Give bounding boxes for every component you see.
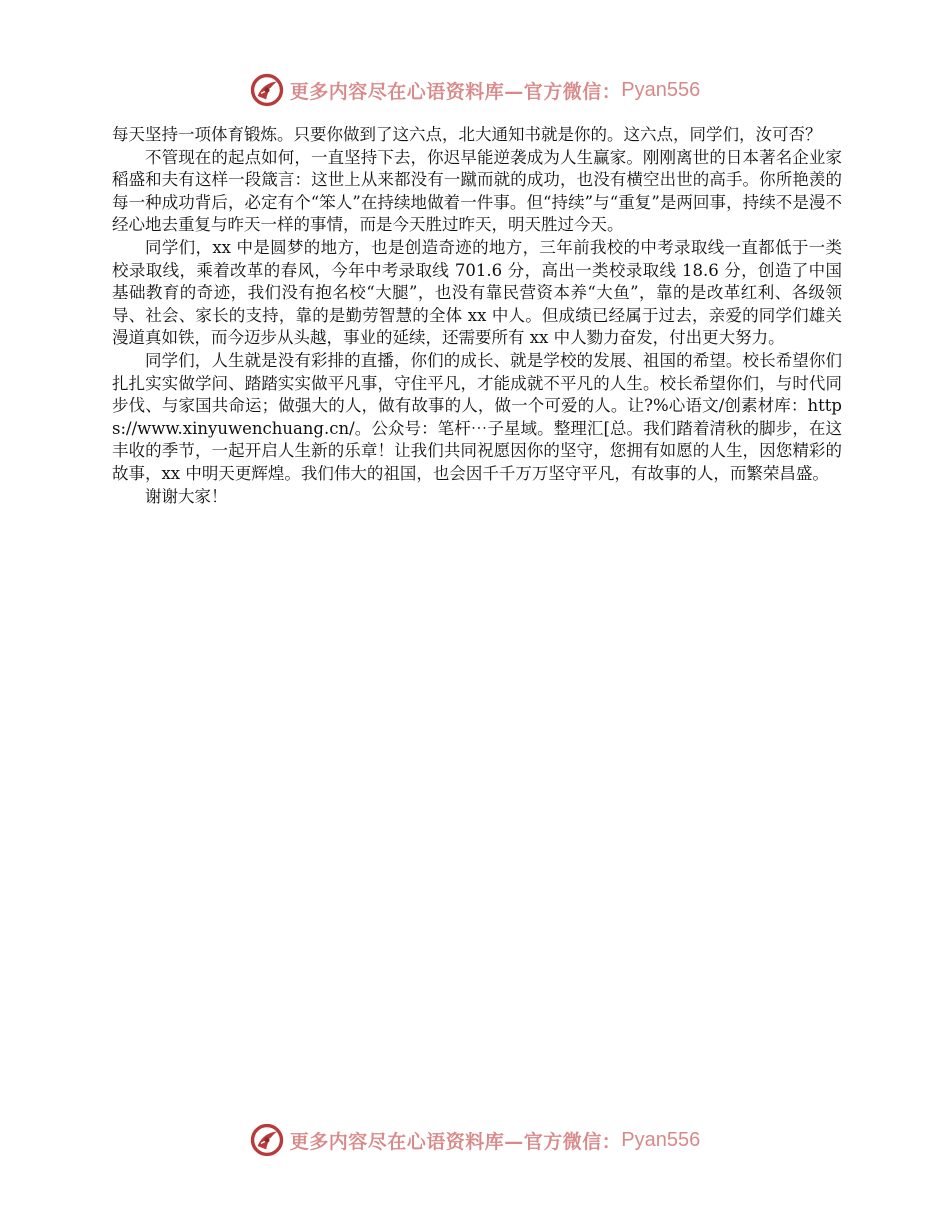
banner-wechat-id: Pyan556 bbox=[621, 1128, 701, 1151]
footer-banner bbox=[0, 1120, 950, 1160]
paragraph-2: 不管现在的起点如何，一直坚持下去，你迟早能逆袭成为人生赢家。刚刚离世的日本著名企业家稻盛和夫有这样一段箴言：这世上从来都没有一蹴而就的成功，也没有横空出世的高手。你所艳羡的每一种成功背后，必定有个“笨人”在持续地做着一件事。但“持续”与“重复”是两回事，持续不是漫不经心地去重复与昨天一样的事情，而是今天胜过昨天，明天胜过今天。 bbox=[112, 147, 842, 235]
banner-text: 更多内容尽在心语资料库—官方微信： bbox=[289, 1130, 622, 1153]
header-banner bbox=[0, 70, 950, 110]
logo-icon bbox=[250, 1123, 284, 1157]
logo-icon bbox=[250, 73, 284, 107]
banner-wechat-id: Pyan556 bbox=[621, 78, 701, 101]
document-body bbox=[112, 124, 842, 508]
paragraph-3: 同学们，xx 中是圆梦的地方，也是创造奇迹的地方，三年前我校的中考录取线一直都低于一类校录取线，乘着改革的春风，今年中考录取线 701.6 分，高出一类校录取线 18.6 分，创造了中国基础教育的奇迹，我们没有抱名校“大腿”，也没有靠民营资本养“大鱼”，靠的是改革红利、各级领导、社会、家长的支持，靠的是勤劳智慧的全体 xx 中人。但成绩已经属于过去，亲爱的同学们雄关漫道真如铁，而今迈步从头越，事业的延续，还需要所有 xx 中人勠力奋发，付出更大努力。 bbox=[112, 237, 842, 348]
paragraph-4: 同学们，人生就是没有彩排的直播，你们的成长、就是学校的发展、祖国的希望。校长希望你们扎扎实实做学问、踏踏实实做平凡事，守住平凡，才能成就不平凡的人生。校长希望你们，与时代同步伐、与家国共命运；做强大的人，做有故事的人，做一个可爱的人。让?%心语文/创素材库：https://www.xinyuwenchuang.cn/。公众号：笔杆⋯子星域。整理汇[总。我们踏着清秋的脚步，在这丰收的季节，一起开启人生新的乐章！让我们共同祝愿因你的坚守，您拥有如愿的人生，因您精彩的故事，xx 中明天更辉煌。我们伟大的祖国，也会因千千万万坚守平凡，有故事的人，而繁荣昌盛。 bbox=[112, 350, 842, 483]
paragraph-1: 每天坚持一项体育锻炼。只要你做到了这六点，北大通知书就是你的。这六点，同学们，汝可否？ bbox=[112, 125, 822, 144]
banner-text: 更多内容尽在心语资料库—官方微信： bbox=[289, 80, 622, 103]
paragraph-closing: 谢谢大家！ bbox=[145, 486, 228, 506]
